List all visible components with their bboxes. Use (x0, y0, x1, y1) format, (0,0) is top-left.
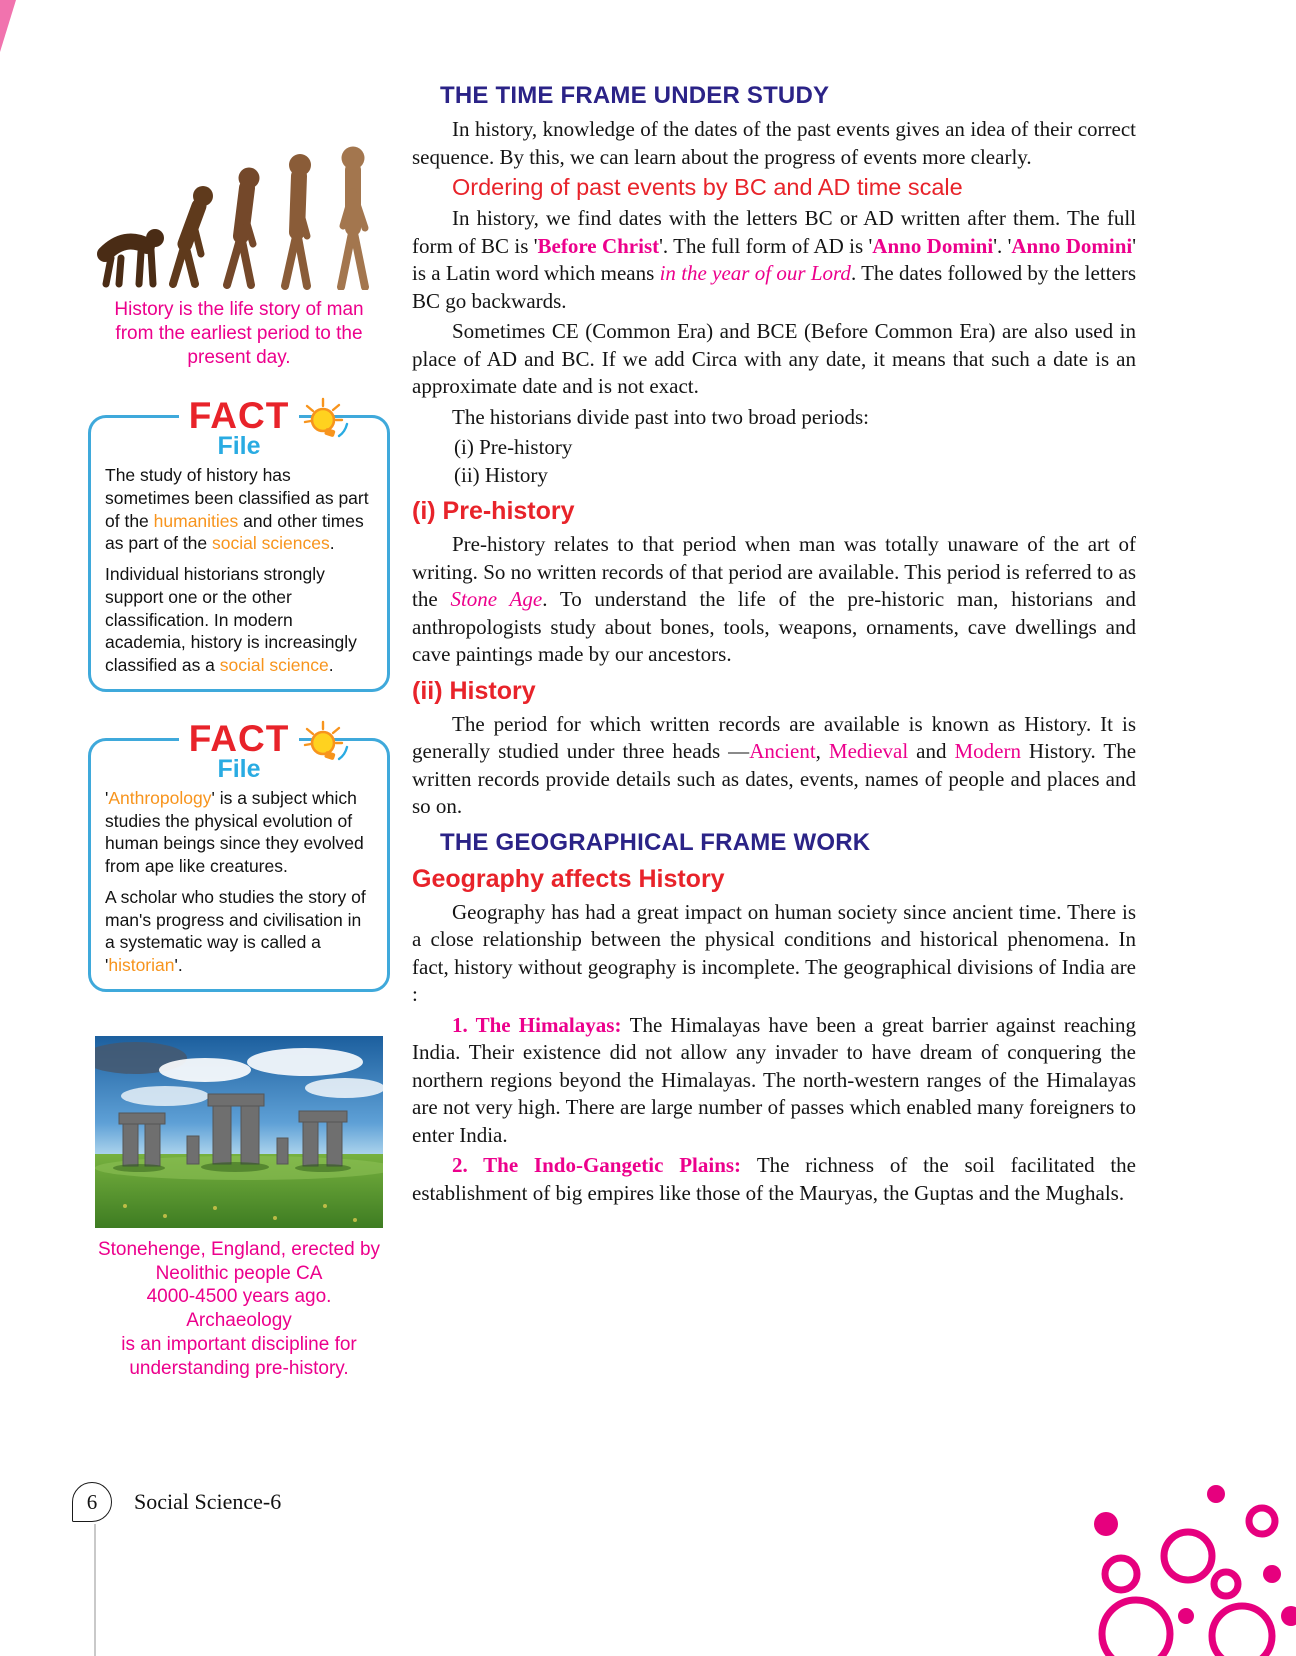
fact-file-paragraph (105, 787, 373, 878)
file-label: File (217, 755, 261, 784)
stonehenge-caption-line: Neolithic people CA (155, 1262, 323, 1284)
stonehenge-caption (88, 1238, 390, 1381)
text-segment: In history, we find dates with the letters BC or AD written after them. The full form of BC is ' (412, 206, 1136, 258)
page-corner-decoration (0, 0, 26, 60)
main-column (412, 82, 1136, 1380)
subheading-ordering: Ordering of past events by BC and AD time scale (452, 174, 963, 200)
text-segment: Individual historians strongly support one or the other classification. In modern academia, history is increasingly classified as a (105, 564, 357, 676)
text-segment: The Himalayas have been a great barrier against reaching India. Their existence did not allow any invader to have dream of conquering the northern regions beyond the Himalayas. The north-western ranges of the Himalayas are not very high. There are large number of passes which enabled many foreigners to enter India. (412, 1012, 1136, 1147)
lightbulb-icon (299, 719, 351, 767)
paragraph-prehistory (412, 531, 1136, 669)
fact-file-paragraph (105, 563, 373, 677)
text-segment: . The dates followed by the letters BC go backwards. (412, 261, 1136, 313)
lightbulb-icon (299, 396, 351, 444)
footer-divider-line (94, 1524, 96, 1656)
text-segment: Modern (954, 739, 1021, 763)
fact-file-title (105, 395, 373, 461)
paragraph-history (412, 711, 1136, 821)
heading-prehistory: (i) Pre-history (412, 497, 575, 525)
heading-history: (ii) History (412, 676, 536, 705)
text-segment: Stone Age (450, 587, 543, 611)
text-segment: social sciences (212, 533, 330, 554)
stonehenge-caption-line: is an important discipline for (121, 1333, 357, 1355)
page-content (88, 82, 1136, 1380)
fact-file-title (105, 717, 373, 784)
text-segment: humanities (153, 510, 239, 531)
text-segment: . (328, 655, 334, 676)
page-number-badge (72, 1482, 112, 1522)
text-segment: and (908, 739, 955, 763)
text-segment: '. The full form of AD is ' (659, 233, 873, 258)
paragraph-two-periods: The historians divide past into two broad periods: (452, 404, 870, 429)
text-segment: Anthropology (108, 787, 212, 808)
stonehenge-caption-line: Stonehenge, England, erected by (97, 1238, 381, 1260)
text-segment: '. (174, 955, 183, 976)
paragraph-geography: Geography has had a great impact on human society since ancient time. There is a close relationship between the physical conditions and historical phenomena. In fact, history without geography is incomplete. The geographical divisions of India are : (412, 899, 1136, 1006)
section-heading-timeframe: THE TIME FRAME UNDER STUDY (440, 82, 830, 109)
text-segment: . (329, 533, 335, 554)
text-segment: ' is a Latin word which means (412, 233, 1137, 285)
stonehenge-image (95, 1036, 383, 1228)
text-segment: ' (105, 787, 109, 808)
stonehenge-caption-line: understanding pre-history. (129, 1357, 349, 1379)
period-list-item-history: (ii) History (454, 462, 548, 487)
text-segment: 1. The Himalayas: (452, 1012, 630, 1037)
text-segment: Before Christ (537, 233, 660, 258)
fact-label: FACT (188, 395, 290, 437)
fact-file-box-2 (88, 717, 390, 992)
text-segment: and other times as part of the (105, 510, 364, 554)
text-segment: historian (108, 955, 175, 976)
sidebar-column (88, 82, 390, 1380)
text-segment: The study of history has sometimes been classified as part of the (105, 465, 369, 531)
heading-geography-affects-history: Geography affects History (412, 864, 725, 893)
text-segment: Anno Domini (1011, 233, 1133, 258)
page-number: 6 (86, 1489, 98, 1514)
text-segment: '. ' (993, 233, 1012, 258)
text-segment: The period for which written records are available is known as History. It is generally studied under three heads — (412, 711, 1136, 763)
paragraph-intro: In history, knowledge of the dates of the past events gives an idea of their correct sequence. By this, we can learn about the progress of events more clearly. (412, 117, 1136, 169)
text-segment: ' is a subject which studies the physical evolution of human beings since they evolved from ape like creatures. (105, 787, 364, 877)
period-list-item-prehistory: (i) Pre-history (454, 435, 573, 459)
fact-label: FACT (188, 717, 290, 759)
file-label: File (217, 432, 261, 461)
stonehenge-caption-line: Archaeology (186, 1310, 292, 1332)
stonehenge-figure (88, 1036, 390, 1381)
text-segment: , (815, 739, 829, 763)
fact-file-paragraph (105, 886, 373, 977)
text-segment: 2. The Indo-Gangetic Plains: (452, 1153, 757, 1177)
fact-file-box-1 (88, 395, 390, 692)
text-segment: in the year of our Lord (659, 261, 851, 285)
paragraph-indo-gangetic (412, 1152, 1136, 1207)
paragraph-himalayas (412, 1012, 1136, 1150)
stonehenge-caption-line: 4000-4500 years ago. (146, 1286, 332, 1308)
text-segment: History. The written records provide details such as dates, events, names of people and places and so on. (412, 739, 1137, 818)
evolution-caption: History is the life story of man from the earliest period to the present day. (114, 299, 364, 368)
text-segment: The richness of the soil facilitated the establishment of big empires like those of the Mauryas, the Guptas and the Mughals. (412, 1153, 1136, 1205)
paragraph-ce-bce: Sometimes CE (Common Era) and BCE (Before Common Era) are also used in place of AD and BC. If we add Circa with any date, it means that such a date is an approximate date and is not exact. (412, 319, 1136, 398)
evolution-of-man-image (93, 82, 385, 290)
text-segment: Medieval (828, 739, 909, 763)
section-heading-geography: THE GEOGRAPHICAL FRAME WORK (440, 828, 871, 856)
text-segment: . To understand the life of the pre-historic man, historians and anthropologists study about bones, tools, weapons, ornaments, cave dwellings and cave paintings made by our ancestors. (412, 587, 1136, 666)
paragraph-bc-ad (412, 205, 1136, 315)
footer-book-title: Social Science-6 (134, 1489, 282, 1514)
text-segment: Pre-history relates to that period when man was totally unaware of the art of writing. So no written records of that period are available. This period is referred to as the (412, 532, 1136, 611)
fact-file-paragraph (105, 464, 373, 555)
corner-bubbles-decoration (1066, 1466, 1296, 1656)
text-segment: Anno Domini (872, 233, 994, 258)
text-segment: Ancient (749, 739, 816, 763)
text-segment: A scholar who studies the story of man's progress and civilisation in a systematic way is called a ' (105, 886, 366, 976)
text-segment: social science (219, 655, 329, 676)
